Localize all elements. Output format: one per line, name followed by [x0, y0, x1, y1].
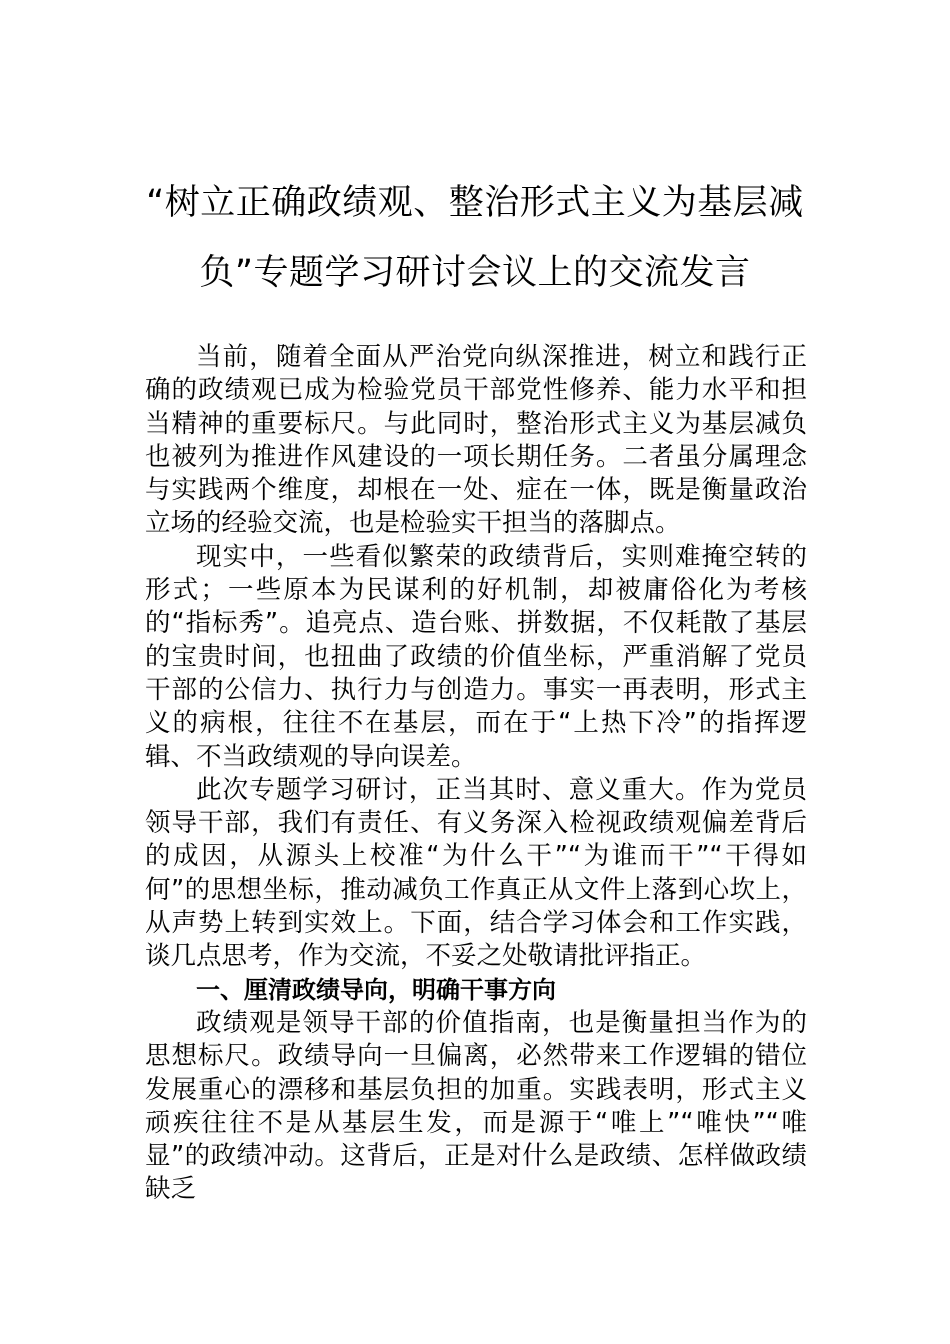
title-line-1: “树立正确政绩观、整治形式主义为基层减 [146, 183, 804, 223]
body-paragraph: 现实中，一些看似繁荣的政绩背后，实则难掩空转的形式；一些原本为民谋利的好机制，却被庸俗化为考核的“指标秀”。追亮点、造台账、拼数据，不仅耗散了基层的宝贵时间，也扭曲了政绩的价值坐标，严重消解了党员干部的公信力、执行力与创造力。事实一再表明，形式主义的病根，往往不在基层，而在于“上热下冷”的指挥逻辑、不当政绩观的导向误差。 [145, 541, 807, 772]
body-paragraph: 政绩观是领导干部的价值指南，也是衡量担当作为的思想标尺。政绩导向一旦偏离，必然带来工作逻辑的错位发展重心的漂移和基层负担的加重。实践表明，形式主义顽疾往往不是从基层生发，而是源于“唯上”“唯快”“唯显”的政绩冲动。这背后，正是对什么是政绩、怎样做政绩缺乏 [145, 1007, 807, 1205]
body-paragraph: 此次专题学习研讨，正当其时、意义重大。作为党员领导干部，我们有责任、有义务深入检视政绩观偏差背后的成因，从源头上校准“为什么干”“为谁而干”“干得如何”的思想坐标，推动减负工作真正从文件上落到心坎上，从声势上转到实效上。下面，结合学习体会和工作实践，谈几点思考，作为交流，不妥之处敬请批评指正。 [145, 774, 807, 972]
section-heading: 一、厘清政绩导向，明确干事方向 [196, 975, 556, 1004]
document-title [120, 168, 830, 308]
body-paragraph: 当前，随着全面从严治党向纵深推进，树立和践行正确的政绩观已成为检验党员干部党性修养、能力水平和担当精神的重要标尺。与此同时，整治形式主义为基层减负也被列为推进作风建设的一项长期任务。二者虽分属理念与实践两个维度，却根在一处、症在一体，既是衡量政治立场的经验交流，也是检验实干担当的落脚点。 [145, 342, 807, 539]
title-line-2: 负”专题学习研讨会议上的交流发言 [199, 253, 751, 293]
document-body [145, 341, 807, 1207]
